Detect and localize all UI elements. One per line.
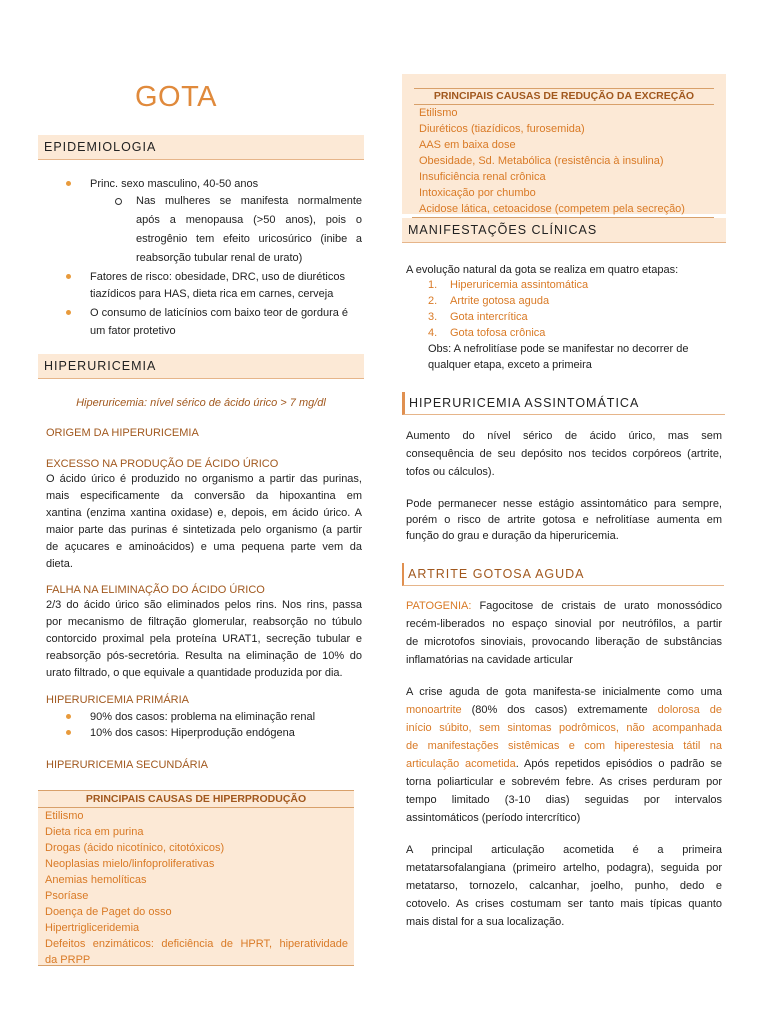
text-line: contorcido proximal pela proteína URAT1, secreção tubular e — [46, 633, 362, 645]
text-line: de açucares e aminoácidos) e uma pequena parte vem da — [46, 541, 362, 553]
section-title: EPIDEMIOLOGIA — [44, 140, 157, 154]
highlight-dolorosa: dolorosa de — [657, 704, 722, 716]
box-item: Doença de Paget do osso — [45, 906, 172, 918]
text-line — [406, 756, 722, 772]
text-line: início súbito, sem sintomas podrômicos, não acompanhada — [406, 722, 722, 734]
assint-paragraph-1 — [406, 428, 722, 480]
hiperproducao-box — [38, 790, 354, 966]
box-item: da PRPP — [45, 954, 91, 966]
box-item: Etilismo — [419, 107, 458, 119]
text-span: Fagocitose de cristais de urato monossódico — [471, 600, 722, 612]
box-item: Drogas (ácido nicotínico, citotóxicos) — [45, 842, 225, 854]
step-4 — [428, 325, 588, 341]
text-line: porém o risco de artrite gotosa e nefrolitíase aumenta em — [406, 514, 722, 526]
crise-paragraph — [406, 684, 722, 826]
box-item: Acidose lática, cetoacidose (competem pela secreção) — [412, 201, 714, 218]
text-line: dieta. — [46, 558, 73, 570]
text-line: maior parte das purinas é sintetizada pelo organismo (a partir — [46, 524, 362, 536]
text-line: estrogênio tem efeito uricosúrico (inibe a — [136, 233, 362, 245]
text-line: O ácido úrico é produzido no organismo a partir das purinas, — [46, 473, 362, 485]
box-item: Etilismo — [45, 810, 84, 822]
bullet-icon — [66, 310, 71, 315]
text-line: de microtofos sinoviais, provocando liberação de substâncias — [406, 636, 722, 648]
box-item: Obesidade, Sd. Metabólica (resistência à insulina) — [419, 155, 664, 167]
text-line: xantina (enzima xantina oxidase) e, depois, em ácido úrico. A — [46, 507, 362, 519]
sub-bullet-icon — [115, 198, 122, 205]
box-item: AAS em baixa dose — [419, 139, 516, 151]
text-line: reabsorção tubular renal de urato) — [136, 252, 303, 264]
section-header-hiperuricemia — [38, 354, 364, 379]
text-line: inflamatórias na cavidade articular — [406, 654, 573, 666]
step-1 — [428, 277, 588, 293]
excesso-heading: EXCESSO NA PRODUÇÃO DE ÁCIDO ÚRICO — [46, 458, 279, 470]
text-line: O consumo de laticínios com baixo teor de gordura é — [90, 307, 349, 319]
text-line: reabsorção pós-secretória. Resulta na eliminação de 10% do — [46, 650, 362, 662]
section-header-assintomatica — [402, 392, 725, 415]
text-line: mais especificamente da conversão da hipoxantina em — [46, 490, 362, 502]
text-line: Nas mulheres se manifesta normalmente — [136, 195, 362, 207]
text-line: um fator protetivo — [90, 325, 176, 337]
assint-paragraph-2 — [406, 496, 722, 544]
text-line: Obs: A nefrolitíase pode se manifestar no decorrer de — [428, 343, 689, 355]
step-label: Gota tofosa crônica — [450, 327, 546, 339]
bullet-icon — [66, 181, 71, 186]
text-line: urato filtrado, o que equivale a quantidade produzida por dia. — [46, 667, 343, 679]
box-heading: PRINCIPAIS CAUSAS DE REDUÇÃO DA EXCREÇÃO — [414, 89, 714, 105]
section-title: MANIFESTAÇÕES CLÍNICAS — [408, 223, 598, 237]
step-3 — [428, 309, 588, 325]
text-line: 2/3 do ácido úrico são eliminados pelos rins. Nos rins, passa — [46, 599, 362, 611]
bullet-icon — [66, 730, 71, 735]
box-item: Diuréticos (tiazídicos, furosemida) — [419, 123, 585, 135]
box-list — [38, 808, 354, 968]
manif-steps — [428, 277, 588, 341]
text-line: recém-liberados no espaço sinovial por neutrófilos, a partir — [406, 618, 722, 630]
text-span: (80% dos casos) extremamente — [461, 704, 658, 716]
section-title: ARTRITE GOTOSA AGUDA — [408, 567, 585, 581]
text-line — [406, 598, 722, 614]
excesso-paragraph — [46, 471, 362, 572]
box-item: Anemias hemolíticas — [45, 874, 147, 886]
bullet-icon — [66, 714, 71, 719]
text-line: A crise aguda de gota manifesta-se inicialmente como uma — [406, 686, 722, 698]
text-line: após a menopausa (>50 anos), pois o — [136, 214, 362, 226]
text-line: metatarso, tornozelo, calcanhar, joelho, punho, dedo e — [406, 880, 722, 892]
hiperuricemia-definition: Hiperuricemia: nível sérico de ácido úrico > 7 mg/dl — [76, 397, 326, 409]
patogenia-label: PATOGENIA: — [406, 600, 472, 612]
falha-heading: FALHA NA ELIMINAÇÃO DO ÁCIDO ÚRICO — [46, 584, 265, 596]
text-line: Pode permanecer nesse estágio assintomático para sempre, — [406, 498, 722, 510]
text-line: mais distal for a sua localização. — [406, 916, 565, 928]
manif-obs — [428, 341, 688, 373]
text-line: por mecanismo de filtração glomerular, reabsorção no túbulo — [46, 616, 362, 628]
text-line: função do grau e duração da hiperuricemia. — [406, 530, 619, 542]
section-title: HIPERURICEMIA ASSINTOMÁTICA — [409, 396, 640, 410]
patogenia-paragraph — [406, 598, 722, 668]
epidemio-bullet-1: Princ. sexo masculino, 40-50 anos — [90, 178, 259, 190]
box-item: Hipertrigliceridemia — [45, 922, 140, 934]
step-number: 2. — [428, 295, 438, 307]
step-number: 1. — [428, 279, 438, 291]
box-heading: PRINCIPAIS CAUSAS DE HIPERPRODUÇÃO — [38, 791, 354, 808]
step-number: 3. — [428, 311, 438, 323]
text-line: torna poliarticular e sobrevém febre. As crises perduram por — [406, 776, 722, 788]
text-line: tempo limitado (3-10 dias) seguidas por intervalos — [406, 794, 722, 806]
origem-heading: ORIGEM DA HIPERURICEMIA — [46, 427, 199, 439]
page-title: GOTA — [134, 81, 218, 113]
box-item: Dieta rica em purina — [45, 826, 144, 838]
text-line: tofos ou cálculos). — [406, 466, 495, 478]
text-span: . Após repetidos episódios o padrão se — [515, 758, 722, 770]
step-number: 4. — [428, 327, 438, 339]
section-title: HIPERURICEMIA — [44, 359, 157, 373]
box-item: Insuficiência renal crônica — [419, 171, 546, 183]
epidemio-bullet-3 — [90, 305, 362, 339]
box-item: Intoxicação por chumbo — [419, 187, 536, 199]
falha-paragraph — [46, 597, 362, 681]
secundaria-heading: HIPERURICEMIA SECUNDÁRIA — [46, 759, 208, 771]
highlight-monoartrite: monoartrite — [406, 704, 462, 716]
text-line: metatarsofalangiana (primeiro artelho, podagra), seguida por — [406, 862, 722, 874]
primaria-item-2: 10% dos casos: Hiperprodução endógena — [90, 727, 295, 739]
text-line: A principal articulação acometida é a primeira — [406, 844, 722, 856]
text-line: Aumento do nível sérico de ácido úrico, mas sem — [406, 430, 722, 442]
section-header-epidemiologia — [38, 135, 364, 160]
text-line: de manifestações sistêmicas e com hiperestesia tátil na — [406, 740, 722, 752]
section-header-manifestacoes — [402, 218, 726, 243]
manif-intro: A evolução natural da gota se realiza em quatro etapas: — [406, 264, 679, 276]
text-line — [406, 702, 722, 718]
principal-paragraph — [406, 842, 722, 930]
text-line: consequência de seu depósito nos tecidos corpóreos (artrite, — [406, 448, 722, 460]
box-item: Defeitos enzimáticos: deficiência de HPRT, hiperatividade — [45, 938, 348, 950]
epidemio-bullet-2 — [90, 269, 362, 302]
box-item: Neoplasias mielo/linfoproliferativas — [45, 858, 215, 870]
text-line: qualquer etapa, exceto a primeira — [428, 359, 592, 371]
step-label: Hiperuricemia assintomática — [450, 279, 589, 291]
step-2 — [428, 293, 588, 309]
text-line: cotovelo. As crises costumam ser tanto mais típicas quanto — [406, 898, 722, 910]
text-line: assintomáticos (período intercrítico) — [406, 812, 581, 824]
bullet-icon — [66, 274, 71, 279]
text-line: tiazídicos para HAS, dieta rica em carnes, cerveja — [90, 288, 334, 300]
text-line: Fatores de risco: obesidade, DRC, uso de diuréticos — [90, 271, 345, 283]
epidemio-sub-1 — [136, 193, 362, 266]
step-label: Artrite gotosa aguda — [450, 295, 550, 307]
box-list — [402, 105, 726, 218]
section-header-artrite-aguda — [402, 563, 724, 586]
step-label: Gota intercrítica — [450, 311, 528, 323]
box-item: Psoríase — [45, 890, 89, 902]
reducao-excrecao-box — [402, 74, 726, 214]
primaria-heading: HIPERURICEMIA PRIMÁRIA — [46, 694, 190, 706]
primaria-item-1: 90% dos casos: problema na eliminação renal — [90, 711, 316, 723]
highlight-articulacao: articulação acometida — [406, 758, 516, 770]
